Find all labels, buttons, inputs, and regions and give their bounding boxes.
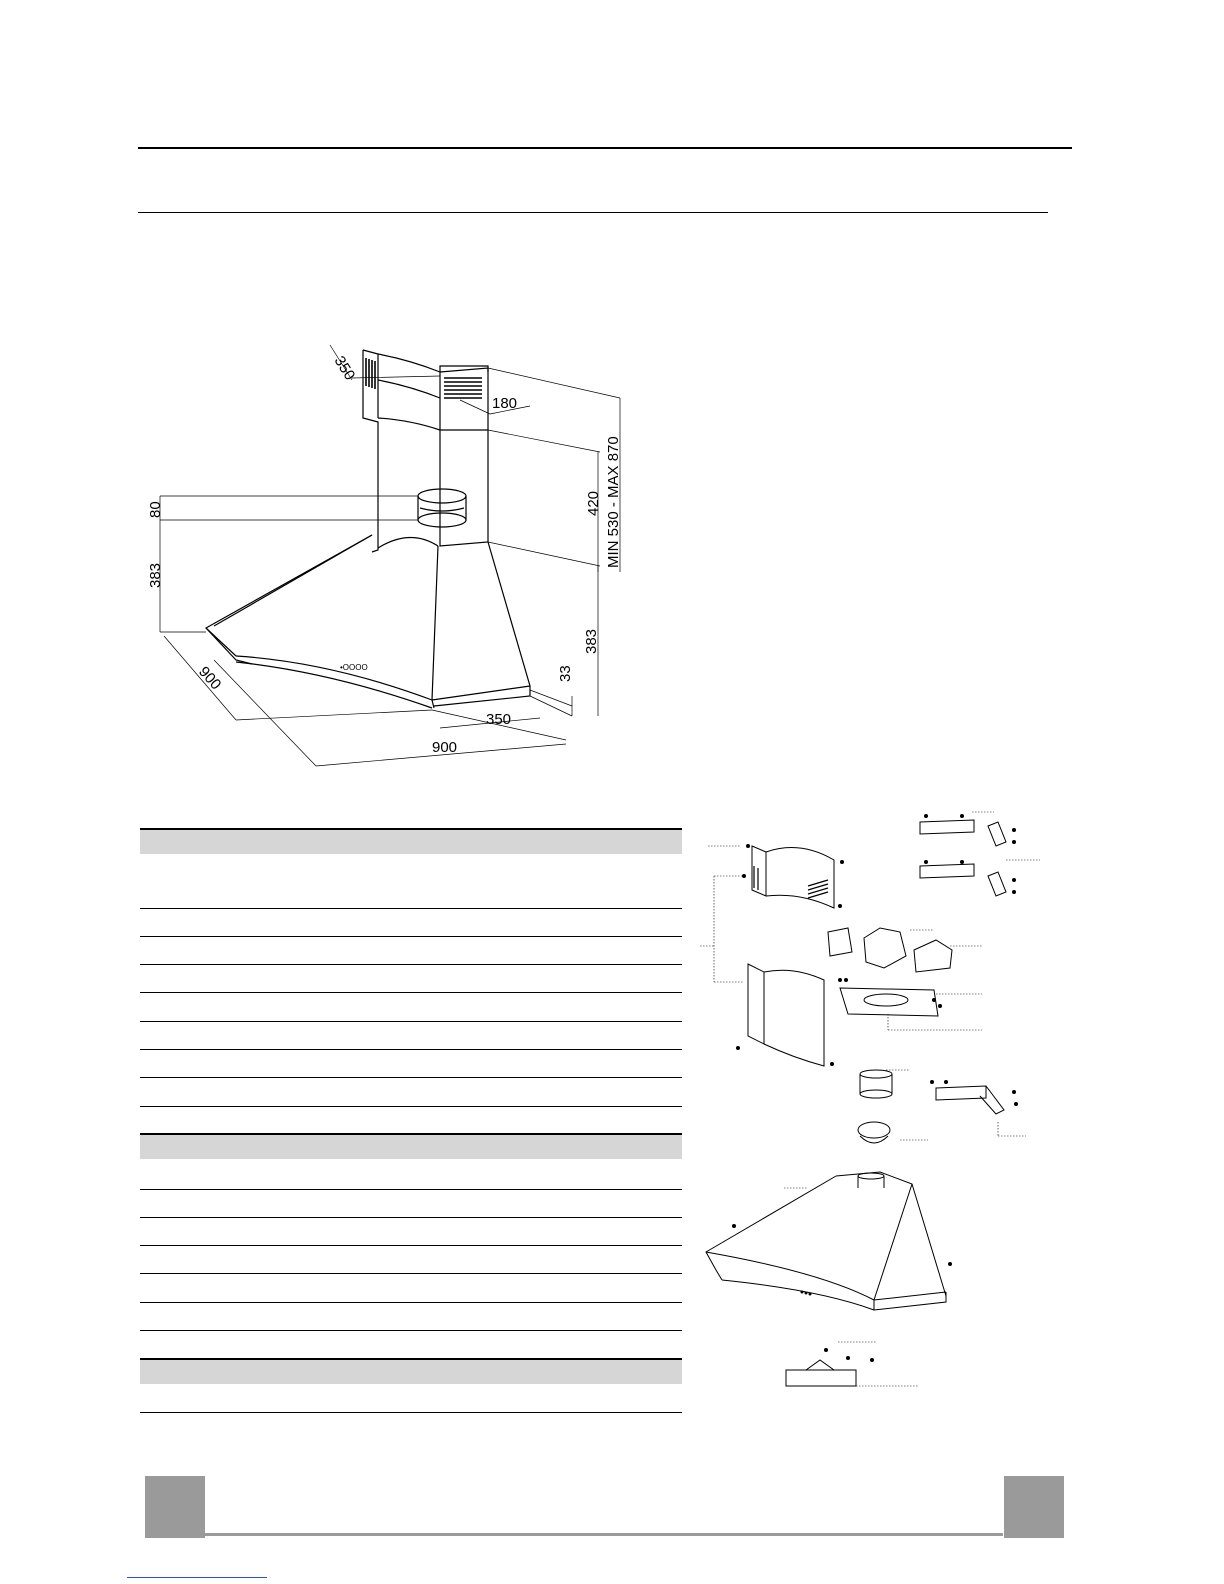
dim-hood-height-left: 383 [147,562,164,588]
components-table [140,828,682,1418]
table-row-line [140,1330,682,1331]
table-row-line [140,1245,682,1246]
dim-hood-side-right: 900 [432,739,458,756]
dim-hood-side-left: 900 [195,663,225,694]
dim-hood-edge: 33 [557,665,574,682]
hood-dimension-drawing [130,330,650,780]
dim-outlet-width: 180 [492,395,518,412]
table-row-line [140,1189,682,1190]
table-row-line [140,992,682,993]
table-row-line [140,1302,682,1303]
dim-hood-corner-depth: 350 [486,711,512,728]
control-panel: •OOOO [340,663,368,672]
table-header-3 [140,1358,682,1384]
table-row-line [140,1077,682,1078]
table-row-line [140,1021,682,1022]
dim-chimney-depth: 350 [330,353,359,384]
dim-outlet-height: 80 [147,501,164,518]
table-header-2 [140,1133,682,1159]
dim-chimney-height: 420 [585,490,602,516]
components-exploded-drawing [696,800,1056,1400]
table-header-1 [140,828,682,854]
header-rule [138,147,1072,149]
table-row-line [140,1217,682,1218]
table-row-line [140,936,682,937]
table-row-line [140,1106,682,1107]
title-underline [138,212,1048,213]
footer-block-right [1004,1476,1064,1538]
footer-block-left [145,1476,205,1538]
dim-hood-height-right: 383 [583,628,600,654]
bottom-link-underline [127,1577,267,1578]
table-row-line [140,908,682,909]
dim-chimney-range: MIN 530 - MAX 870 [605,436,622,568]
table-row-line [140,1412,682,1413]
footer-rule [205,1533,1003,1536]
table-row-line [140,964,682,965]
table-row-line [140,1049,682,1050]
table-row-line [140,1273,682,1274]
